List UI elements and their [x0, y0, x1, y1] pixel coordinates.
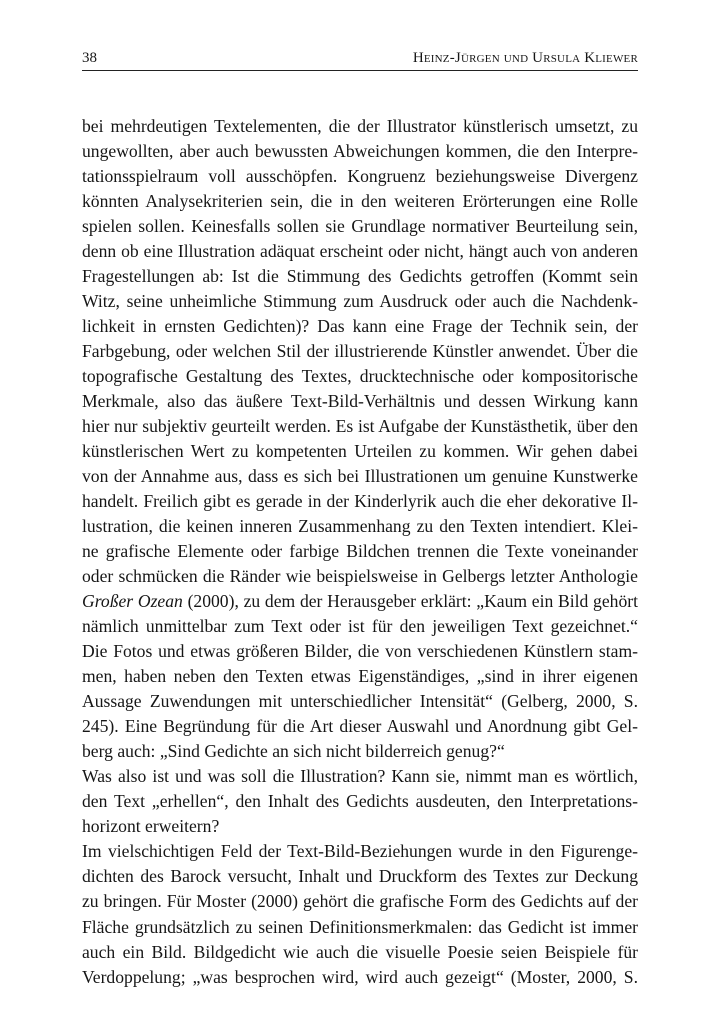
text-line — [82, 389, 638, 414]
book-title: Großer Ozean — [82, 591, 188, 612]
text-line — [82, 439, 638, 464]
text-line — [82, 614, 638, 639]
line-text: bei mehrdeutigen Textelementen, die der Illustrator künstlerisch umsetzt, zu — [82, 116, 638, 136]
line-text: (2000), zu dem der Herausgeber erklärt: „Kaum ein Bild gehört — [187, 591, 638, 612]
text-line — [82, 289, 638, 314]
text-line — [82, 514, 638, 539]
line-text: Fläche grundsätzlich zu seinen Definitionsmerkmalen: das Gedicht ist immer — [82, 916, 638, 937]
line-text: tationsspielraum voll ausschöpfen. Kongruenz beziehungsweise Divergenz — [82, 166, 638, 187]
line-text: oder schmücken die Ränder wie beispielsweise in Gelbergs letzter Anthologie — [82, 566, 638, 587]
line-text: lichkeit in ernsten Gedichten)? Das kann eine Frage der Technik sein, der — [82, 316, 638, 337]
line-text: hier nur subjektiv geurteilt werden. Es ist Aufgabe der Kunstästhetik, über den — [82, 416, 638, 437]
line-text: Fragestellungen ab: Ist die Stimmung des Gedichts getroffen (Kommt sein — [82, 266, 638, 287]
line-text: Farbgebung, oder welchen Stil der illustrierende Künstler anwendet. Über die — [82, 341, 638, 362]
text-line — [82, 264, 638, 289]
body-text — [82, 114, 638, 990]
line-text: 245). Eine Begründung für die Art dieser Auswahl und Anordnung gibt Gel- — [82, 716, 638, 737]
text-line — [82, 164, 638, 189]
line-text: Merkmale, also das äußere Text-Bild-Verhältnis und dessen Wirkung kann — [82, 391, 638, 412]
line-text: Die Fotos und etwas größeren Bilder, die von verschiedenen Künstlern stam- — [82, 641, 638, 662]
text-line — [82, 139, 638, 164]
line-text: Im vielschichtigen Feld der Text-Bild-Beziehungen wurde in den Figurenge- — [82, 841, 638, 862]
text-line — [82, 689, 638, 714]
text-line — [82, 814, 638, 839]
running-head — [82, 47, 638, 69]
line-text: ungewollten, aber auch bewussten Abweichungen kommen, die den Interpre- — [82, 141, 638, 162]
line-text: handelt. Freilich gibt es gerade in der Kinderlyrik auch die eher dekorative Il- — [82, 491, 638, 512]
line-text: topografische Gestaltung des Textes, drucktechnische oder kompositorische — [82, 366, 638, 387]
text-line — [82, 789, 638, 814]
text-line — [82, 965, 638, 990]
line-text: men, haben neben den Texten etwas Eigenständiges, „sind in ihrer eigenen — [82, 666, 638, 687]
line-text: denn ob eine Illustration adäquat erscheint oder nicht, hängt auch von anderen — [82, 241, 638, 262]
line-text: nämlich unmittelbar zum Text oder ist für den jeweiligen Text gezeichnet.“ — [82, 616, 638, 637]
line-text: ne grafische Elemente oder farbige Bildchen trennen die Texte voneinander — [82, 541, 638, 562]
line-text: zu bringen. Für Moster (2000) gehört die grafische Form des Gedichts auf der — [82, 891, 638, 912]
line-text: den Text „erhellen“, den Inhalt des Gedichts ausdeuten, den Interpretations- — [82, 791, 638, 812]
text-line — [82, 314, 638, 339]
text-line — [82, 639, 638, 664]
text-line — [82, 915, 638, 940]
running-head-authors: Heinz-Jürgen und Ursula Kliewer — [412, 50, 638, 66]
text-line — [82, 889, 638, 914]
line-text: berg auch: „Sind Gedichte an sich nicht bilderreich genug?“ — [82, 741, 505, 762]
text-line — [82, 714, 638, 739]
text-line — [82, 464, 638, 489]
text-line — [82, 214, 638, 239]
text-line — [82, 114, 638, 139]
line-text: spielen sollen. Keinesfalls sollen sie Grundlage normativer Beurteilung sein, — [82, 216, 638, 237]
line-text: Was also ist und was soll die Illustration? Kann sie, nimmt man es wörtlich, — [82, 766, 638, 787]
line-text: Witz, seine unheimliche Stimmung zum Ausdruck oder auch die Nachdenk- — [82, 291, 638, 312]
line-text: auch ein Bild. Bildgedicht wie auch die visuelle Poesie seien Beispiele für — [82, 941, 638, 962]
header-rule — [82, 70, 638, 71]
text-line — [82, 414, 638, 439]
text-line — [82, 940, 638, 965]
line-text: künstlerischen Wert zu kompetenten Urteilen zu kommen. Wir gehen dabei — [82, 441, 638, 462]
text-line — [82, 664, 638, 689]
page-number: 38 — [82, 50, 97, 66]
text-line — [82, 564, 638, 589]
text-line — [82, 489, 638, 514]
line-text: lustration, die keinen inneren Zusammenhang zu den Texten intendiert. Klei- — [82, 516, 638, 537]
line-text: Verdoppelung; „was besprochen wird, wird auch gezeigt“ (Moster, 2000, S. — [82, 966, 638, 987]
line-text: Aussage Zuwendungen mit unterschiedlicher Intensität“ (Gelberg, 2000, S. — [82, 691, 638, 712]
text-line — [82, 589, 638, 614]
line-text: könnten Analysekriterien sein, die in den weiteren Erörterungen eine Rolle — [82, 191, 638, 212]
text-line — [82, 339, 638, 364]
text-line — [82, 364, 638, 389]
line-text: von der Annahme aus, dass es sich bei Illustrationen um genuine Kunstwerke — [82, 466, 638, 487]
line-text: horizont erweitern? — [82, 816, 220, 837]
line-text: dichten des Barock versucht, Inhalt und Druckform des Textes zur Deckung — [82, 866, 638, 887]
text-line — [82, 189, 638, 214]
text-line — [82, 839, 638, 864]
text-line — [82, 764, 638, 789]
text-line — [82, 239, 638, 264]
text-line — [82, 539, 638, 564]
text-line — [82, 739, 638, 764]
text-line — [82, 864, 638, 889]
